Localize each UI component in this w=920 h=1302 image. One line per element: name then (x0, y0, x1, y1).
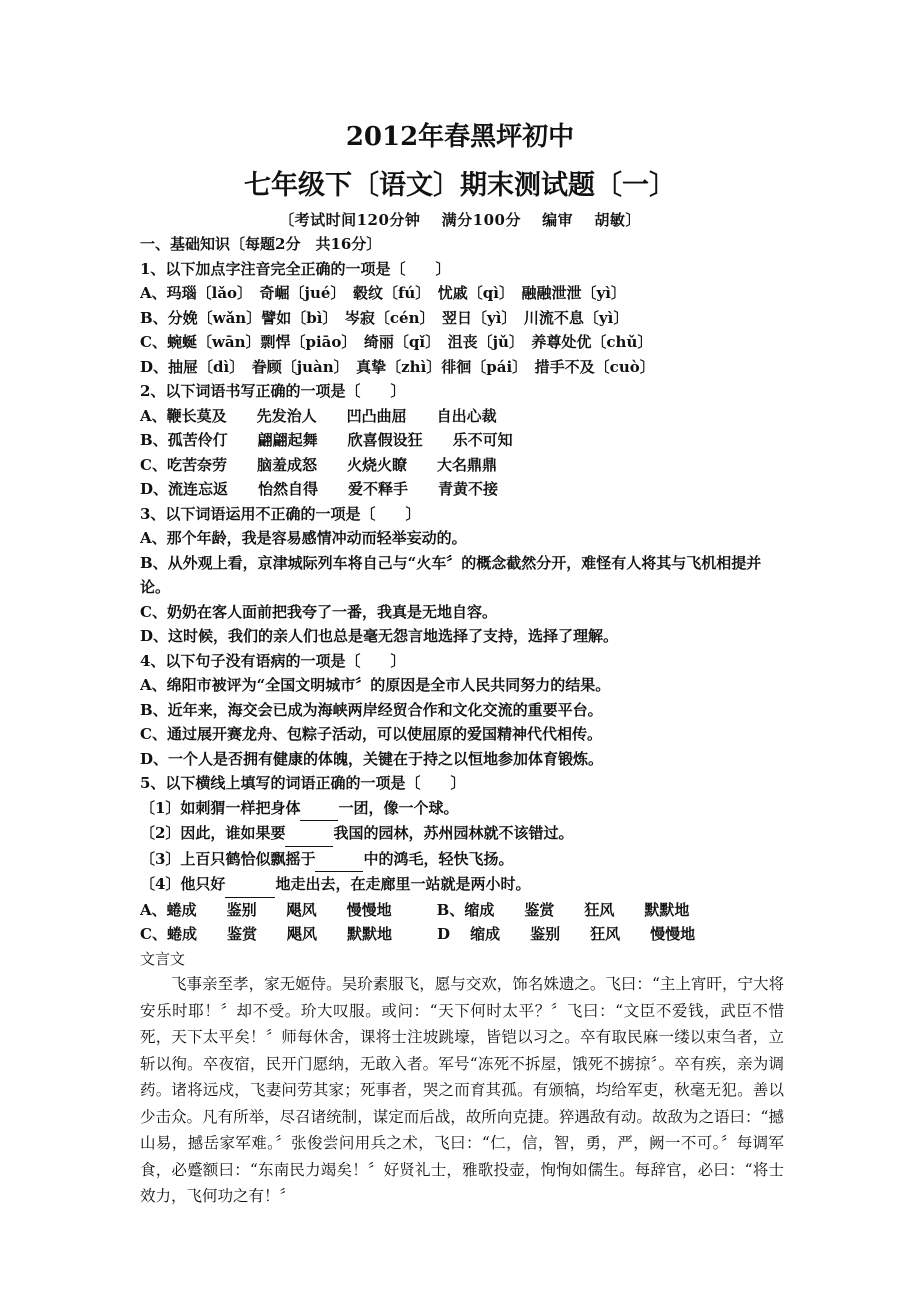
question-5-sentence-1 (140, 796, 784, 822)
question-4-option-a: A、绵阳市被评为“全国文明城市〞的原因是全市人民共同努力的结果。 (140, 676, 611, 694)
sentence-4-end: 地走出去，在走廊里一站就是两小时。 (275, 875, 531, 893)
question-1-option-d: D、抽屉〔dì〕 眷顾〔juàn〕 真挚〔zhì〕徘徊〔pái〕 措手不及〔cuò〕 (140, 357, 655, 376)
exam-info: 〔考试时间120分钟 满分100分 编审 胡敏〕 (279, 211, 641, 229)
sentence-4-start: 〔4〕他只好 (140, 875, 226, 893)
exam-title: 七年级下〔语文〕期末测试题〔一〕 (244, 170, 676, 201)
question-4-option-d: D、一个人是否拥有健康的体魄，关键在于持之以恒地参加体育锻炼。 (140, 749, 604, 768)
question-2-option-c: C、吃苦奈劳 脑羞成怒 火烧火瞭 大名鼎鼎 (140, 455, 497, 474)
sentence-3-start: 〔3〕上百只鹤恰似飘摇于 (140, 849, 316, 868)
section-heading: 一、基础知识〔每题2分 共16分〕 (140, 235, 382, 253)
question-2-stem: 2、以下词语书写正确的一项是〔 〕 (140, 382, 406, 400)
question-2-option-d: D、流连忘返 怡然自得 爱不释手 青黄不接 (140, 480, 499, 498)
question-1-stem: 1、以下加点字注音完全正确的一项是〔 〕 (140, 259, 451, 278)
sentence-2-start: 〔2〕因此，谁如果要 (140, 824, 286, 842)
fill-blank-4 (225, 872, 275, 898)
question-5-sentence-3 (140, 847, 784, 873)
question-3-option-b: B、从外观上看，京津城际列车将自己与“火车〞的概念截然分开，难怪有人将其与飞机相提并论。 (140, 553, 762, 596)
question-3-option-d: D、这时候，我们的亲人们也总是毫无怨言地选择了支持，选择了理解。 (140, 627, 619, 645)
question-3-stem: 3、以下词语运用不正确的一项是〔 〕 (140, 504, 421, 523)
question-4-option-b: B、近年来，海交会已成为海峡两岸经贸合作和文化交流的重要平台。 (140, 700, 603, 719)
sentence-1-end: 一团，像一个球。 (338, 798, 459, 817)
fill-blank-1 (300, 796, 338, 822)
question-2-option-b: B、孤苦伶仃 翩翩起舞 欣喜假设狂 乐不可知 (140, 431, 513, 449)
sentence-1-start: 〔1〕如刺猬一样把身体 (140, 798, 301, 817)
fill-blank-3 (315, 847, 363, 873)
sentence-3-end: 中的鸿毛，轻快飞扬。 (363, 849, 514, 868)
classical-chinese-passage: 飞事亲至孝，家无姬侍。吴玠素服飞，愿与交欢，饰名姝遗之。飞曰：“主上宵旰，宁大将安乐时耶！〞却不受。玠大叹服。或问：“天下何时太平？〞飞曰：“文臣不爱钱，武臣不惜死，天下太平矣！〞师每休舍，课将士注坡跳壕，皆铠以习之。卒有取民麻一缕以束刍者，立斩以徇。卒夜宿，民开门愿纳，无敢入者。军号“冻死不拆屋，饿死不掳掠〞。卒有疾，亲为调药。诸将远戍，飞妻问劳其家；死事者，哭之而育其孤。有颁犒，均给军吏，秋毫无犯。善以少击众。凡有所举，尽召诸统制，谋定而后战，故所向克捷。猝遇敌有动。故敌为之语曰：“撼山易，撼岳家军难。〞张俊尝问用兵之术，飞曰：“仁，信，智，勇，严，阙一不可。〞每调军食，必蹙额曰：“东南民力竭矣！〞好贤礼士，雅歌投壶，恂恂如儒生。每辞官，必曰：“将士效力，飞何功之有！〞 (140, 975, 784, 1205)
classical-chinese-heading: 文言文 (140, 949, 186, 968)
question-3-option-c: C、奶奶在客人面前把我夸了一番，我真是无地自容。 (140, 602, 497, 621)
sentence-2-end: 我国的园林，苏州园林就不该错过。 (333, 824, 574, 842)
question-2-option-a: A、鞭长莫及 先发治人 凹凸曲屈 自出心裁 (140, 406, 497, 425)
question-5-stem: 5、以下横线上填写的词语正确的一项是〔 〕 (140, 774, 466, 792)
question-5-options-ab: A、蜷成 鉴别 飓风 慢慢地 B、缩成 鉴赏 狂风 默默地 (140, 900, 690, 919)
question-4-stem: 4、以下句子没有语病的一项是〔 〕 (140, 651, 406, 670)
question-5-sentence-4 (140, 872, 784, 898)
question-5-options-cd: C、蜷成 鉴赏 飓风 默默地 D 缩成 鉴别 狂风 慢慢地 (140, 925, 696, 943)
question-3-option-a: A、那个年龄，我是容易感情冲动而轻举妄动的。 (140, 529, 467, 547)
fill-blank-2 (285, 821, 333, 847)
question-1-option-a: A、玛瑙〔lǎo〕 奇崛〔jué〕 毂纹〔fú〕 忧戚〔qì〕 融融泄泄〔yì〕 (140, 284, 626, 302)
question-5-sentence-2 (140, 821, 784, 847)
exam-content (140, 232, 784, 1210)
question-1-option-b: B、分娩〔wǎn〕譬如〔bì〕 岑寂〔cén〕 翌日〔yì〕 川流不息〔yì〕 (140, 308, 629, 327)
exam-school-title: 2012年春黑坪初中 (345, 122, 575, 152)
question-4-option-c: C、通过展开赛龙舟、包粽子活动，可以使屈原的爱国精神代代相传。 (140, 725, 602, 743)
question-1-option-c: C、蜿蜒〔wān〕剽悍〔piāo〕 绮丽〔qǐ〕 沮丧〔jǔ〕 养尊处优〔chǔ〕 (140, 333, 653, 351)
